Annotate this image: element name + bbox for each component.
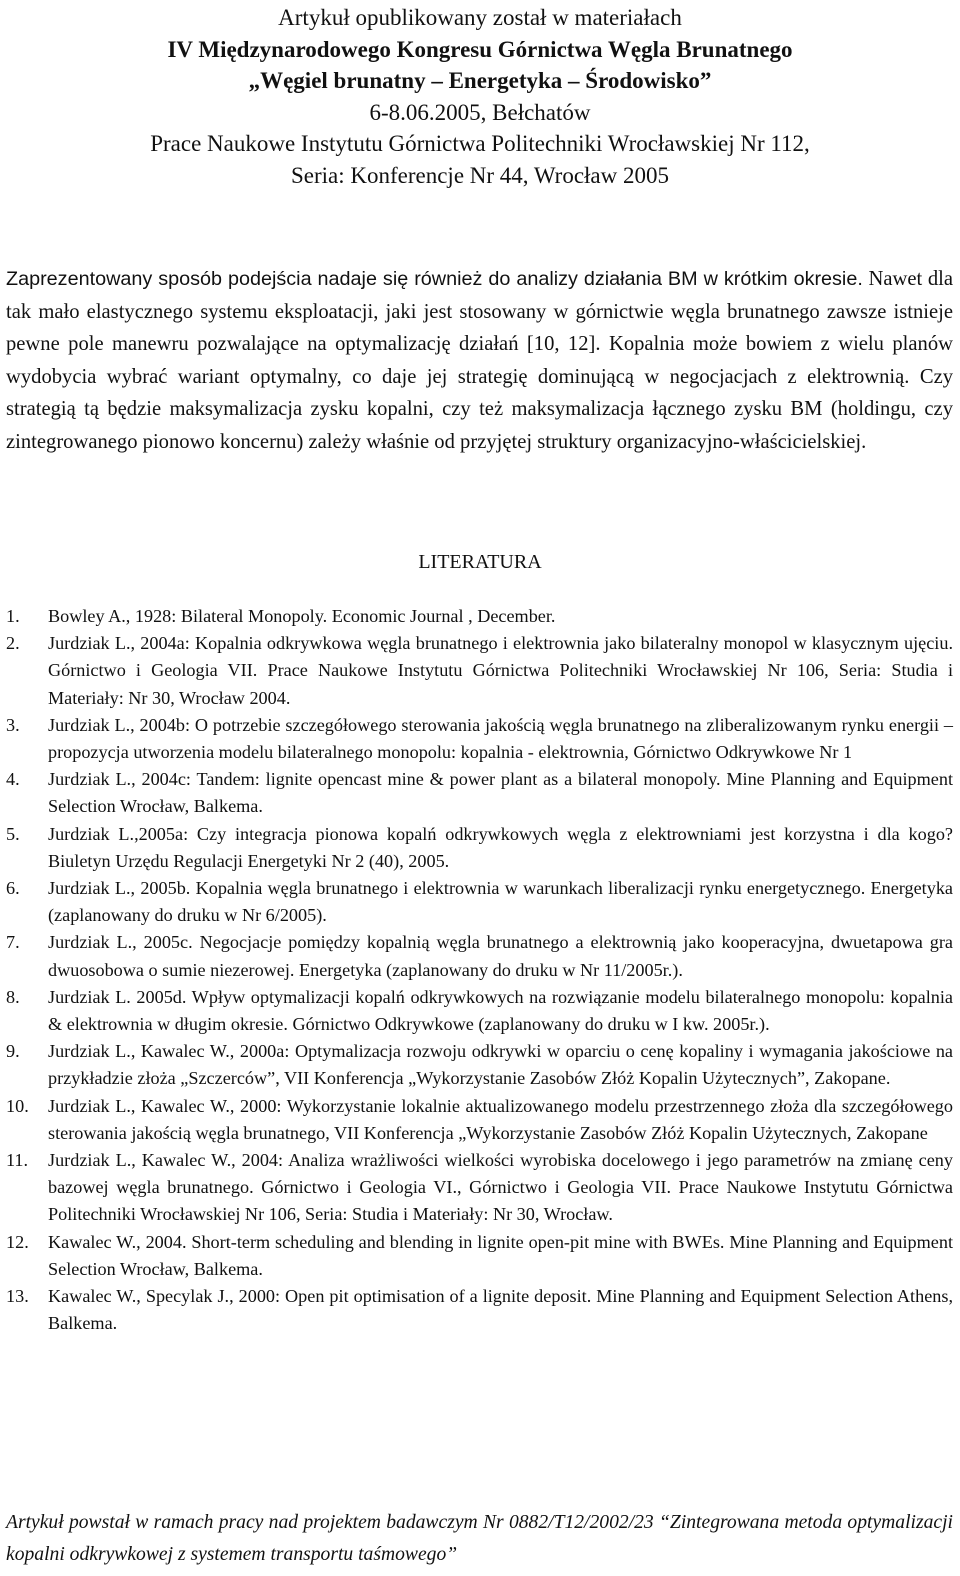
header-line-1: Artykuł opublikowany został w materiałach <box>278 5 682 30</box>
publication-header <box>0 2 960 191</box>
funding-note: Artykuł powstał w ramach pracy nad projektem badawczym Nr 0882/T12/2002/23 “Zintegrowana metoda optymalizacji kopalni odkrywkowej z systemem transportu taśmowego” <box>6 1512 953 1565</box>
reference-number: 6. <box>6 878 20 899</box>
reference-text: Jurdziak L., 2005b. Kopalnia węgla brunatnego i elektrownia w warunkach liberalizacji rynku energetycznego. Energetyka (zaplanowany do druku w Nr 6/2005). <box>48 878 953 926</box>
reference-number: 3. <box>6 714 20 735</box>
reference-number: 12. <box>6 1231 29 1252</box>
reference-item <box>6 984 953 1038</box>
reference-number: 9. <box>6 1041 20 1062</box>
body-paragraph-rest: Nawet dla tak mało elastycznego systemu eksploatacji, jaki jest stosowany w górnictwie węgla brunatnego zawsze istnieje pewne pole manewru pozwalające na optymalizację działań [10, 12]. Kopalnia może bowiem z wielu planów wydobycia wybrać wariant optymalny, co daje jej strategię dominującą w negocjacjach z elektrownią. Czy strategią tą będzie maksymalizacja zysku kopalni, czy też maksymalizacja łącznego zysku BM (holdingu, czy zintegrowanego pionowo koncernu) zależy właśnie od przyjętej struktury organizacyjno-właścicielskiej. <box>6 268 953 453</box>
reference-item <box>6 1283 953 1337</box>
body-paragraph-lead: Zaprezentowany sposób podejścia nadaje się również do analizy działania BM w krótkim okresie. <box>6 268 863 290</box>
reference-item <box>6 630 953 712</box>
reference-item <box>6 1038 953 1092</box>
header-conference-series: Seria: Konferencje Nr 44, Wrocław 2005 <box>290 162 670 188</box>
reference-text: Jurdziak L., Kawalec W., 2000: Wykorzystanie lokalnie aktualizowanego modelu przestrzennego złoża dla szczegółowego sterowania jakością węgla brunatnego, VII Konferencja „Wykorzystanie Zasobów Złóż Kopalin Użytecznych, Zakopane <box>48 1095 953 1143</box>
reference-number: 4. <box>6 769 20 790</box>
header-date-place: 6-8.06.2005, Bełchatów <box>369 99 591 125</box>
reference-text: Jurdziak L., 2005c. Negocjacje pomiędzy kopalnią węgla brunatnego a elektrownią jako kooperacyjna, dwuetapowa gra dwuosobowa o sumie niezerowej. Energetyka (zaplanowany do druku w Nr 11/2005r.). <box>48 932 953 980</box>
reference-item <box>6 875 953 929</box>
reference-item <box>6 766 953 820</box>
reference-item <box>6 1147 953 1229</box>
reference-number: 2. <box>6 633 20 654</box>
reference-item <box>6 821 953 875</box>
body-paragraph <box>6 263 953 458</box>
reference-text: Jurdziak L., 2004b: O potrzebie szczegółowego sterowania jakością węgla brunatnego na zliberalizowanym rynku energii – propozycja utworzenia modelu bilateralnego monopolu: kopalnia - elektrownia, Górnictwo Odkrywkowe Nr 1 <box>48 714 953 763</box>
reference-text: Jurdziak L.,2005a: Czy integracja pionowa kopalń odkrywkowych węgla z elektrowniami jest korzystna i dla kogo? Biuletyn Urzędu Regulacji Energetyki Nr 2 (40), 2005. <box>48 823 953 871</box>
reference-text: Jurdziak L., 2004c: Tandem: lignite opencast mine & power plant as a bilateral monopoly. Mine Planning and Equipment Selection Wrocław, Balkema. <box>48 769 953 817</box>
reference-text: Jurdziak L., 2004a: Kopalnia odkrywkowa węgla brunatnego i elektrownia jako bilateralny monopol w klasycznym ujęciu. Górnictwo i Geologia VII. Prace Naukowe Instytutu Górnictwa Politechniki Wrocławskiej Nr 106, Seria: Studia i Materiały: Nr 30, Wrocław 2004. <box>48 633 953 708</box>
reference-number: 11. <box>6 1150 29 1171</box>
header-congress-motto: „Węgiel brunatny – Energetyka – Środowisko” <box>248 68 712 93</box>
reference-number: 5. <box>6 823 20 844</box>
reference-item <box>6 929 953 983</box>
reference-text: Jurdziak L., Kawalec W., 2004: Analiza wrażliwości wielkości wyrobiska docelowego i jego parametrów na zmianę ceny bazowej węgla brunatnego. Górnictwo i Geologia VI., Górnictwo i Geologia VII. Prace Naukowe Instytutu Górnictwa Politechniki Wrocławskiej Nr 106, Seria: Studia i Materiały: Nr 30, Wrocław. <box>48 1150 953 1225</box>
reference-number: 10. <box>6 1095 29 1116</box>
reference-text: Jurdziak L., Kawalec W., 2000a: Optymalizacja rozwoju odkrywki w oparciu o cenę kopaliny i wymagania jakościowe na przykładzie złoża „Szczerców”, VII Konferencja „Wykorzystanie Zasobów Złóż Kopalin Użytecznych”, Zakopane. <box>48 1041 953 1089</box>
reference-text: Jurdziak L. 2005d. Wpływ optymalizacji kopalń odkrywkowych na rozwiązanie modelu bilateralnego monopolu: kopalnia & elektrownia w długim okresie. Górnictwo Odkrywkowe (zaplanowany do druku w I kw. 2005r.). <box>48 986 953 1035</box>
reference-text: Kawalec W., Specylak J., 2000: Open pit optimisation of a lignite deposit. Mine Planning and Equipment Selection Athens, Balkema. <box>48 1286 953 1334</box>
reference-item <box>6 603 953 630</box>
reference-item <box>6 712 953 766</box>
reference-number: 1. <box>6 606 20 626</box>
reference-text: Kawalec W., 2004. Short-term scheduling and blending in lignite open-pit mine with BWEs. Mine Planning and Equipment Selection Wrocław, Balkema. <box>48 1231 953 1279</box>
reference-item <box>6 1229 953 1283</box>
header-congress-name: IV Międzynarodowego Kongresu Górnictwa Węgla Brunatnego <box>167 36 793 62</box>
reference-text: Bowley A., 1928: Bilateral Monopoly. Economic Journal , December. <box>48 606 556 626</box>
reference-number: 13. <box>6 1286 29 1307</box>
literature-heading: LITERATURA <box>418 551 542 573</box>
reference-number: 7. <box>6 932 20 953</box>
reference-item <box>6 1093 953 1147</box>
header-series: Prace Naukowe Instytutu Górnictwa Politechniki Wrocławskiej Nr 112, <box>150 131 810 156</box>
reference-list <box>6 603 953 1337</box>
reference-number: 8. <box>6 986 20 1007</box>
